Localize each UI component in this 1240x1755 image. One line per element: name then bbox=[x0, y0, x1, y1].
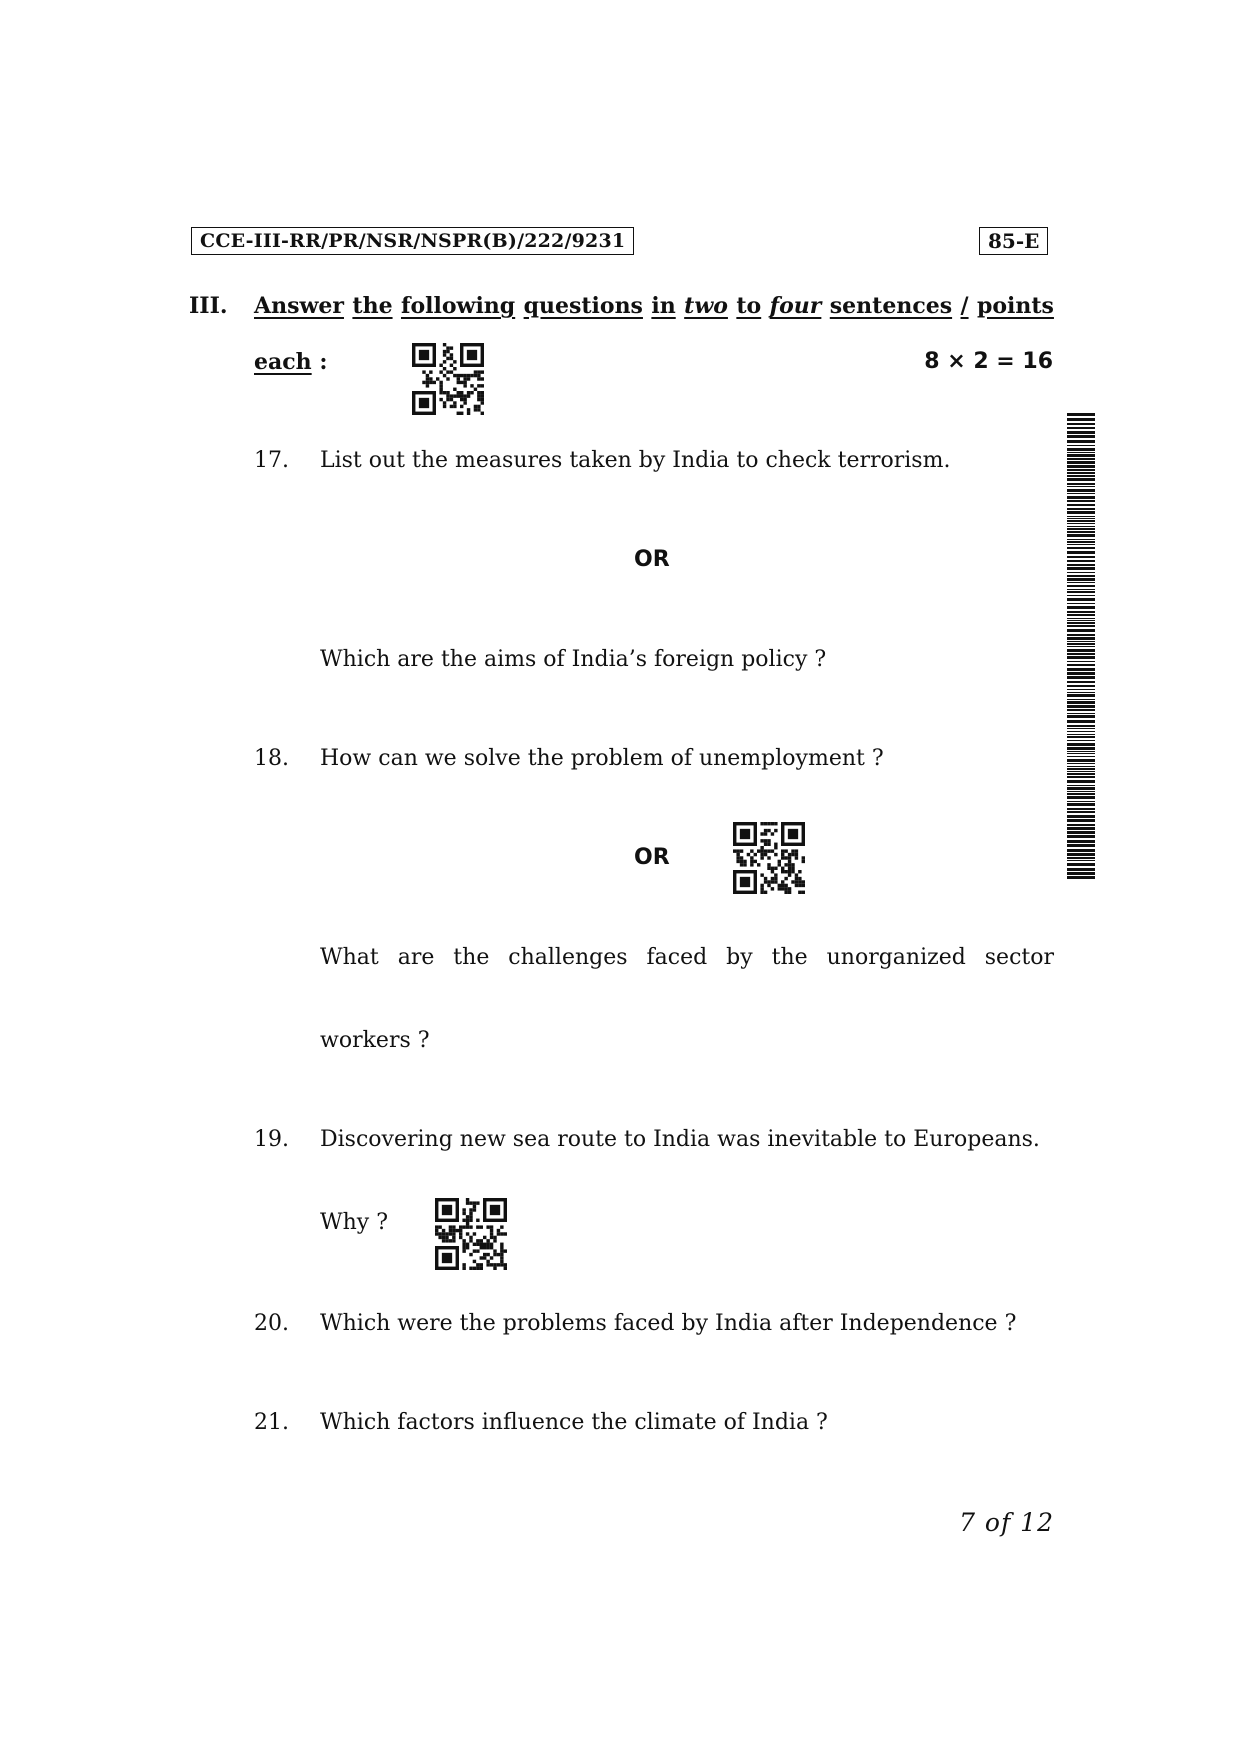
instruction-word: questions bbox=[523, 293, 643, 319]
question-text: Which were the problems faced by India after Independence ? bbox=[320, 1311, 1017, 1336]
question-text: Discovering new sea route to India was inevitable to Europeans. bbox=[320, 1127, 1040, 1152]
section-number: III. bbox=[189, 293, 228, 319]
question-number: 21. bbox=[254, 1410, 289, 1435]
question-text: List out the measures taken by India to check terrorism. bbox=[320, 448, 951, 473]
barcode-icon bbox=[1067, 413, 1095, 879]
qr-code-icon bbox=[435, 1198, 507, 1270]
instruction-word: to bbox=[736, 293, 762, 319]
marks-allocation: 8 × 2 = 16 bbox=[924, 349, 1053, 374]
question-text: How can we solve the problem of unemployment ? bbox=[320, 746, 884, 771]
instruction-word: in bbox=[651, 293, 676, 319]
paper-number: 85-E bbox=[979, 227, 1048, 255]
or-label: OR bbox=[634, 547, 670, 572]
instruction-word: following bbox=[400, 293, 516, 319]
instruction-end: each : bbox=[254, 349, 328, 375]
page-number: 7 of 12 bbox=[959, 1508, 1054, 1537]
section-instruction bbox=[254, 293, 1054, 319]
qr-code-icon bbox=[733, 822, 805, 894]
alternative-question-text: workers ? bbox=[320, 1028, 430, 1053]
instruction-word: four bbox=[769, 293, 822, 319]
question-text: Why ? bbox=[320, 1210, 388, 1235]
or-label: OR bbox=[634, 845, 670, 870]
instruction-word: / bbox=[960, 293, 969, 319]
question-number: 19. bbox=[254, 1127, 289, 1152]
question-number: 18. bbox=[254, 746, 289, 771]
question-text: Which factors influence the climate of India ? bbox=[320, 1410, 828, 1435]
instruction-word: sentences bbox=[829, 293, 953, 319]
question-paper-code: CCE-III-RR/PR/NSR/NSPR(B)/222/9231 bbox=[191, 227, 634, 255]
question-number: 20. bbox=[254, 1311, 289, 1336]
instruction-word: the bbox=[352, 293, 393, 319]
instruction-word: points bbox=[976, 293, 1054, 319]
qr-code-icon bbox=[412, 343, 484, 415]
instruction-word: Answer bbox=[254, 293, 344, 319]
question-number: 17. bbox=[254, 448, 289, 473]
alternative-question-text: Which are the aims of India’s foreign policy ? bbox=[320, 647, 827, 672]
alternative-question-text: What are the challenges faced by the unorganized sector bbox=[320, 945, 1054, 970]
instruction-word: two bbox=[684, 293, 728, 319]
